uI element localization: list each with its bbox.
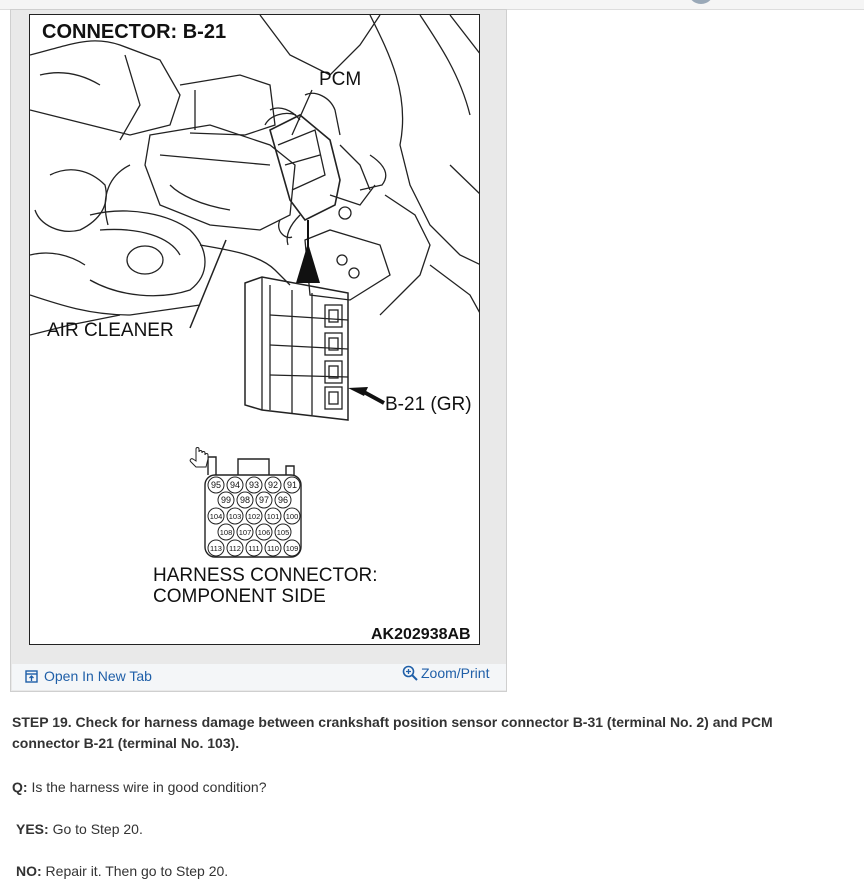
pin-label: 97	[258, 495, 270, 505]
connector-diagram	[29, 14, 480, 645]
pin-label: 94	[229, 480, 241, 490]
pin-label: 91	[286, 480, 298, 490]
pin-label: 111	[248, 544, 260, 553]
pin-label: 99	[220, 495, 232, 505]
pin-label: 109	[285, 544, 299, 553]
harness-connector-label: HARNESS CONNECTOR:	[153, 565, 378, 586]
pin-label: 92	[267, 480, 279, 490]
zoom-print-link[interactable]	[402, 665, 489, 681]
pin-label: 107	[238, 528, 252, 537]
component-side-label: COMPONENT SIDE	[153, 586, 326, 607]
avatar[interactable]	[688, 0, 714, 4]
yes-text: Go to Step 20.	[48, 821, 143, 837]
pin-label: 104	[209, 512, 223, 521]
yes-label: YES:	[16, 821, 49, 837]
no-answer-line	[16, 861, 228, 881]
pin-label: 101	[266, 512, 280, 521]
yes-answer-line	[16, 819, 143, 839]
pin-label: 106	[257, 528, 271, 537]
zoom-icon	[402, 665, 418, 681]
diagram-title: CONNECTOR: B-21	[42, 21, 227, 43]
question-line	[12, 777, 267, 797]
pin-label: 100	[285, 512, 299, 521]
open-in-new-tab-label: Open In New Tab	[44, 668, 152, 684]
open-in-new-tab-icon	[25, 670, 38, 683]
pin-label: 112	[229, 544, 241, 553]
question-text: Is the harness wire in good condition?	[27, 779, 267, 795]
hand-cursor-icon	[190, 448, 208, 468]
no-text: Repair it. Then go to Step 20.	[41, 863, 229, 879]
pin-label: 108	[219, 528, 233, 537]
open-in-new-tab-link[interactable]	[25, 668, 152, 684]
pin-label: 103	[228, 512, 242, 521]
zoom-print-label: Zoom/Print	[421, 665, 490, 681]
pin-label: 110	[267, 544, 279, 553]
pin-label: 105	[276, 528, 290, 537]
no-label: NO:	[16, 863, 42, 879]
connector-callout-label: B-21 (GR)	[385, 394, 472, 415]
pcm-label: PCM	[319, 69, 362, 90]
figure-code: AK202938AB	[371, 626, 471, 643]
question-label: Q:	[12, 779, 28, 795]
pin-label: 98	[239, 495, 251, 505]
pin-label: 93	[248, 480, 260, 490]
step-heading: STEP 19. Check for harness damage between crankshaft position sensor connector B-31 (terminal No. 2) and PCM connector B-21 (terminal No. 103).	[12, 714, 773, 751]
pin-label: 102	[247, 512, 261, 521]
pin-label: 96	[277, 495, 289, 505]
pin-label: 113	[210, 544, 222, 553]
pin-label: 95	[210, 480, 222, 490]
air-cleaner-label: AIR CLEANER	[47, 320, 174, 341]
